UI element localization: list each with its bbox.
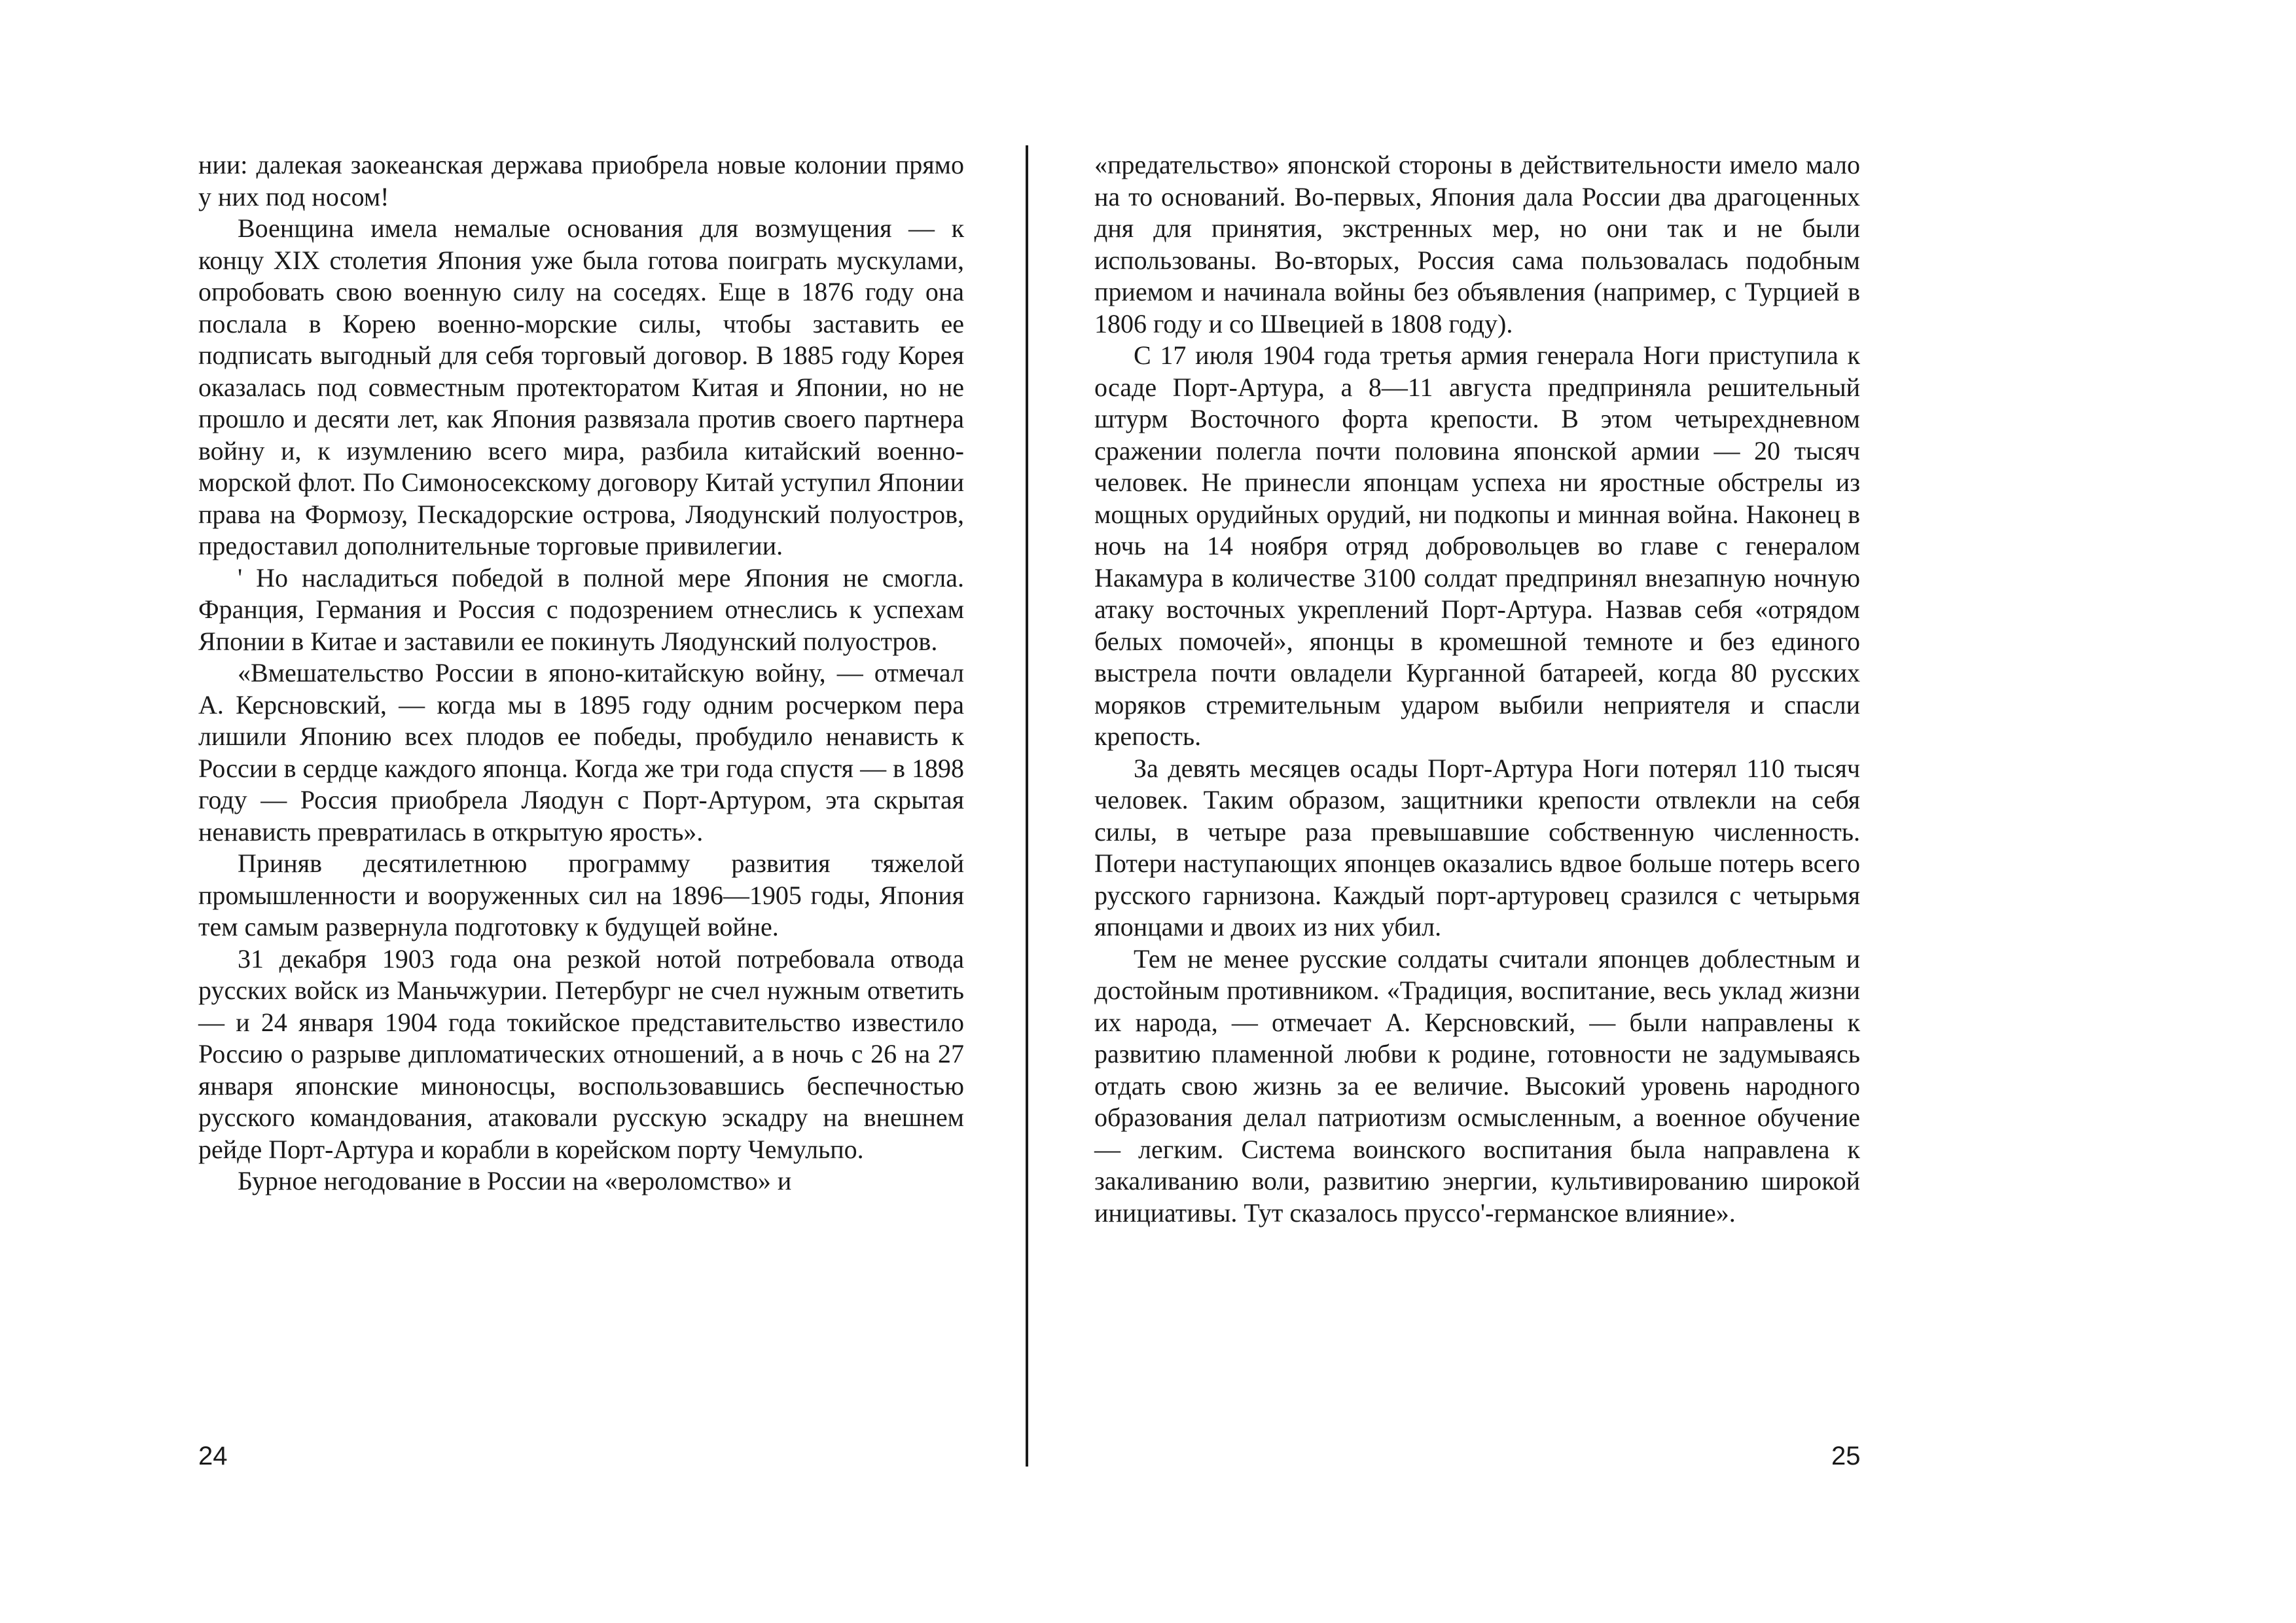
paragraph: «предательство» японской стороны в действительности имело мало на то оснований. Во-первых, Япония дала России два драгоценных дня для принятия, экстренных мер, но они так и не были использованы. Во-вторых, Россия сама пользовалась подобным приемом и начинала войны без объявления (например, с Турцией в 1806 году и со Швецией в 1808 году). [1094, 150, 1860, 338]
left-page-text [198, 149, 964, 1197]
paragraph: Тем не менее русские солдаты считали японцев доблестным и достойным противником. «Традиция, воспитание, весь уклад жизни их народа, — отмечает А. Керсновский, — были направлены к развитию пламенной любви к родине, готовности не задумываясь отдать свою жизнь за ее величие. Высокий уровень народного образования делал патриотизм осмысленным, а военное обучение — легким. Система воинского воспитания была направлена к закаливанию воли, развитию энергии, культивированию широкой инициативы. Тут сказалось пруссо'-германское влияние». [1094, 943, 1860, 1228]
paragraph: 31 декабря 1903 года она резкой нотой потребовала отвода русских войск из Маньчжурии. Петербург не счел нужным ответить — и 24 января 1904 года токийское представительство известило Россию о разрыве дипломатических отношений, а в ночь с 26 на 27 января японские миноносцы, воспользовавшись беспечностью русского командования, атаковали русскую эскадру на внешнем рейде Порт-Артура и корабли в корейском порту Чемульпо. [198, 943, 964, 1164]
paragraph: Бурное негодование в России на «вероломство» и [238, 1166, 792, 1195]
paragraph: Приняв десятилетнюю программу развития тяжелой промышленности и вооруженных сил на 1896—1905 годы, Япония тем самым развернула подготовку к будущей войне. [198, 848, 964, 941]
paragraph: За девять месяцев осады Порт-Артура Ноги потерял 110 тысяч человек. Таким образом, защитники крепости отвлекли на себя силы, в четыре раза превышавшие собственную численность. Потери наступающих японцев оказались вдвое больше потерь всего русского гарнизона. Каждый порт-артуровец сразился с четырьмя японцами и двоих из них убил. [1094, 753, 1860, 941]
paragraph: «Вмешательство России в японо-китайскую войну, — отмечал А. Керсновский, — когда мы в 1895 году одним росчерком пера лишили Японию всех плодов ее победы, пробудило ненависть к России в сердце каждого японца. Когда же три года спустя — в 1898 году — Россия приобрела Ляодун с Порт-Артуром, эта скрытая ненависть превратилась в открытую ярость». [198, 658, 964, 847]
paragraph: С 17 июля 1904 года третья армия генерала Ноги приступила к осаде Порт-Артура, а 8—11 августа предприняла решительный штурм Восточного форта крепости. В этом четырехдневном сражении полегла почти половина японской армии — 20 тысяч человек. Не принесли японцам успеха ни яростные обстрелы из мощных орудийных орудий, ни подкопы и минная война. Наконец в ночь на 14 ноября отряд добровольцев во главе с генералом Накамура в количестве 3100 солдат предпринял внезапную ночную атаку восточных укреплений Порт-Артура. Назвав себя «отрядом белых помочей», японцы в кромешной темноте и без единого выстрела почти овладели Курганной батареей, когда 80 русских моряков стремительным ударом выбили неприятеля и спасли крепость. [1094, 340, 1860, 751]
paragraph: Военщина имела немалые основания для возмущения — к концу XIX столетия Япония уже была готова поиграть мускулами, опробовать свою военную силу на соседях. Еще в 1876 году она послала в Корею военно-морские силы, чтобы заставить ее подписать выгодный для себя торговый договор. В 1885 году Корея оказалась под совместным протекторатом Китая и Японии, но не прошло и десяти лет, как Япония развязала против своего партнера войну и, к изумлению всего мира, разбила китайский военно-морской флот. По Симоносекскому договору Китай уступил Японии права на Формозу, Пескадорские острова, Ляодунский полуостров, предоставил дополнительные торговые привилегии. [198, 213, 964, 560]
page-number-right: 25 [1831, 1442, 1861, 1470]
page-divider [1026, 145, 1028, 1467]
right-page-text [1094, 149, 1860, 1229]
page-number-left: 24 [198, 1442, 228, 1470]
paragraph: нии: далекая заокеанская держава приобрела новые колонии прямо у них под носом! [198, 150, 964, 211]
paragraph: ' Но насладиться победой в полной мере Япония не смогла. Франция, Германия и Россия с подозрением отнеслись к успехам Японии в Китае и заставили ее покинуть Ляодунский полуостров. [198, 562, 964, 656]
